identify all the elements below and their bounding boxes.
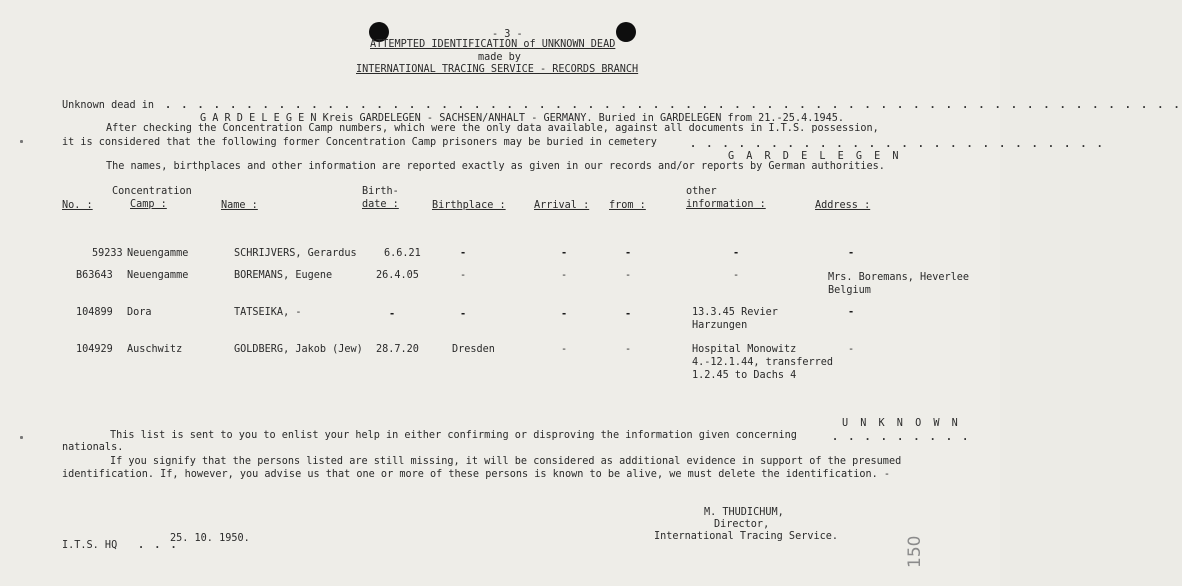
cell-arrival: - — [561, 248, 568, 259]
paragraph-2-line-2: identification. If, however, you advise us that one or more of these persons is known to be alive, we must delete the identification. - — [62, 469, 891, 480]
cell-birthplace: Dresden — [452, 344, 495, 355]
paragraph-1-line-2: nationals. — [62, 442, 124, 453]
header-camp: Camp : — [130, 199, 167, 210]
cell-arrival: - — [561, 344, 568, 355]
cell-name: SCHRIJVERS, Gerardus — [234, 248, 357, 259]
header-camp: Concentration — [112, 186, 192, 197]
cell-other: Hospital Monowitz — [692, 344, 797, 355]
unknown-dead-label: Unknown dead in — [62, 100, 155, 111]
dot-leader: . . . — [138, 540, 179, 551]
cell-other: 4.-12.1.44, transferred — [692, 357, 834, 368]
cell-other: 13.3.45 Revier — [692, 307, 778, 318]
header-from: from : — [609, 200, 646, 211]
cell-other: - — [733, 248, 740, 259]
header-arrival: Arrival : — [534, 200, 590, 211]
cell-birthdate: - — [389, 309, 396, 320]
header-birthplace: Birthplace : — [432, 200, 506, 211]
header-address: Address : — [815, 200, 871, 211]
cell-name: BOREMANS, Eugene — [234, 270, 333, 281]
signatory-organization: International Tracing Service. — [654, 531, 839, 542]
signatory-name: M. THUDICHUM, — [704, 507, 784, 518]
cell-camp: Dora — [127, 307, 152, 318]
intro-line-3: The names, birthplaces and other information are reported exactly as given in our records and/or reports by German authorities. — [106, 161, 885, 172]
dot-leader: . . . . . . . . . . . . . . . . . . . . . . . . . . . . . . . . . . . . . . . . . . . . . . . . . . . . . . . . . . . . . . . — [165, 100, 1182, 111]
cell-arrival: - — [561, 270, 568, 281]
cell-birthplace: - — [460, 309, 467, 320]
cell-other: Harzungen — [692, 320, 748, 331]
organization-heading: INTERNATIONAL TRACING SERVICE - RECORDS BRANCH — [356, 64, 639, 75]
cell-camp: Neuengamme — [127, 270, 189, 281]
intro-line-1: After checking the Concentration Camp numbers, which were the only data available, against all documents in I.T.S. possession, — [106, 123, 879, 134]
header-other: other — [686, 186, 717, 197]
cell-no: 104899 — [76, 307, 113, 318]
cell-other: 1.2.45 to Dachs 4 — [692, 370, 797, 381]
header-name: Name : — [221, 200, 258, 211]
margin-mark — [20, 140, 23, 143]
cell-no: B63643 — [76, 270, 113, 281]
cell-from: - — [625, 344, 632, 355]
cell-address: Mrs. Boremans, Heverlee — [828, 272, 970, 283]
dot-leader: . . . . . . . . . — [832, 432, 971, 443]
archive-stamp-number: 150 — [905, 535, 925, 568]
document-date: 25. 10. 1950. — [170, 533, 250, 544]
header-birthdate: date : — [362, 199, 399, 210]
unknown-nationality: U N K N O W N — [842, 418, 961, 429]
header-no: No. : — [62, 200, 93, 211]
page-number: - 3 - — [492, 29, 523, 40]
cell-address: Belgium — [828, 285, 871, 296]
dot-leader: . . . . . . . . . . . . . . . . . . . . . . . . . . — [690, 139, 1105, 150]
cell-address: - — [848, 307, 855, 318]
cell-birthplace: - — [460, 248, 467, 259]
cell-birthplace: - — [460, 270, 467, 281]
cell-birthdate: 6.6.21 — [384, 248, 421, 259]
margin-mark — [20, 436, 23, 439]
cell-name: TATSEIKA, - — [234, 307, 302, 318]
issuing-office: I.T.S. HQ — [62, 540, 118, 551]
cell-birthdate: 26.4.05 — [376, 270, 419, 281]
intro-line-2: it is considered that the following former Concentration Camp prisoners may be buried in cemetery — [62, 137, 657, 148]
cell-name: GOLDBERG, Jakob (Jew) — [234, 344, 363, 355]
burial-location: G A R D E L E G E N Kreis GARDELEGEN - SACHSEN/ANHALT - GERMANY. Buried in GARDELEGEN from 21.-25.4.1945. — [200, 113, 845, 124]
cemetery-name: G A R D E L E G E N — [728, 151, 902, 162]
header-birthdate: Birth- — [362, 186, 399, 197]
cell-address: - — [848, 344, 855, 355]
paragraph-2-line-1: If you signify that the persons listed are still missing, it will be considered as additional evidence in support of the presumed — [110, 456, 902, 467]
cell-from: - — [625, 248, 632, 259]
cell-no: 104929 — [76, 344, 113, 355]
paragraph-1-line-1: This list is sent to you to enlist your help in either confirming or disproving the information given concerning — [110, 430, 797, 441]
cell-camp: Auschwitz — [127, 344, 183, 355]
signatory-title: Director, — [714, 519, 770, 530]
cell-camp: Neuengamme — [127, 248, 189, 259]
cell-no: 59233 — [92, 248, 123, 259]
cell-address: - — [848, 248, 855, 259]
cell-other: - — [733, 270, 740, 281]
cell-from: - — [625, 270, 632, 281]
made-by: made by — [478, 52, 521, 63]
punch-hole-right — [616, 22, 636, 42]
document-title: ATTEMPTED IDENTIFICATION of UNKNOWN DEAD — [370, 39, 616, 50]
header-other: information : — [686, 199, 766, 210]
cell-arrival: - — [561, 309, 568, 320]
cell-birthdate: 28.7.20 — [376, 344, 419, 355]
cell-from: - — [625, 309, 632, 320]
